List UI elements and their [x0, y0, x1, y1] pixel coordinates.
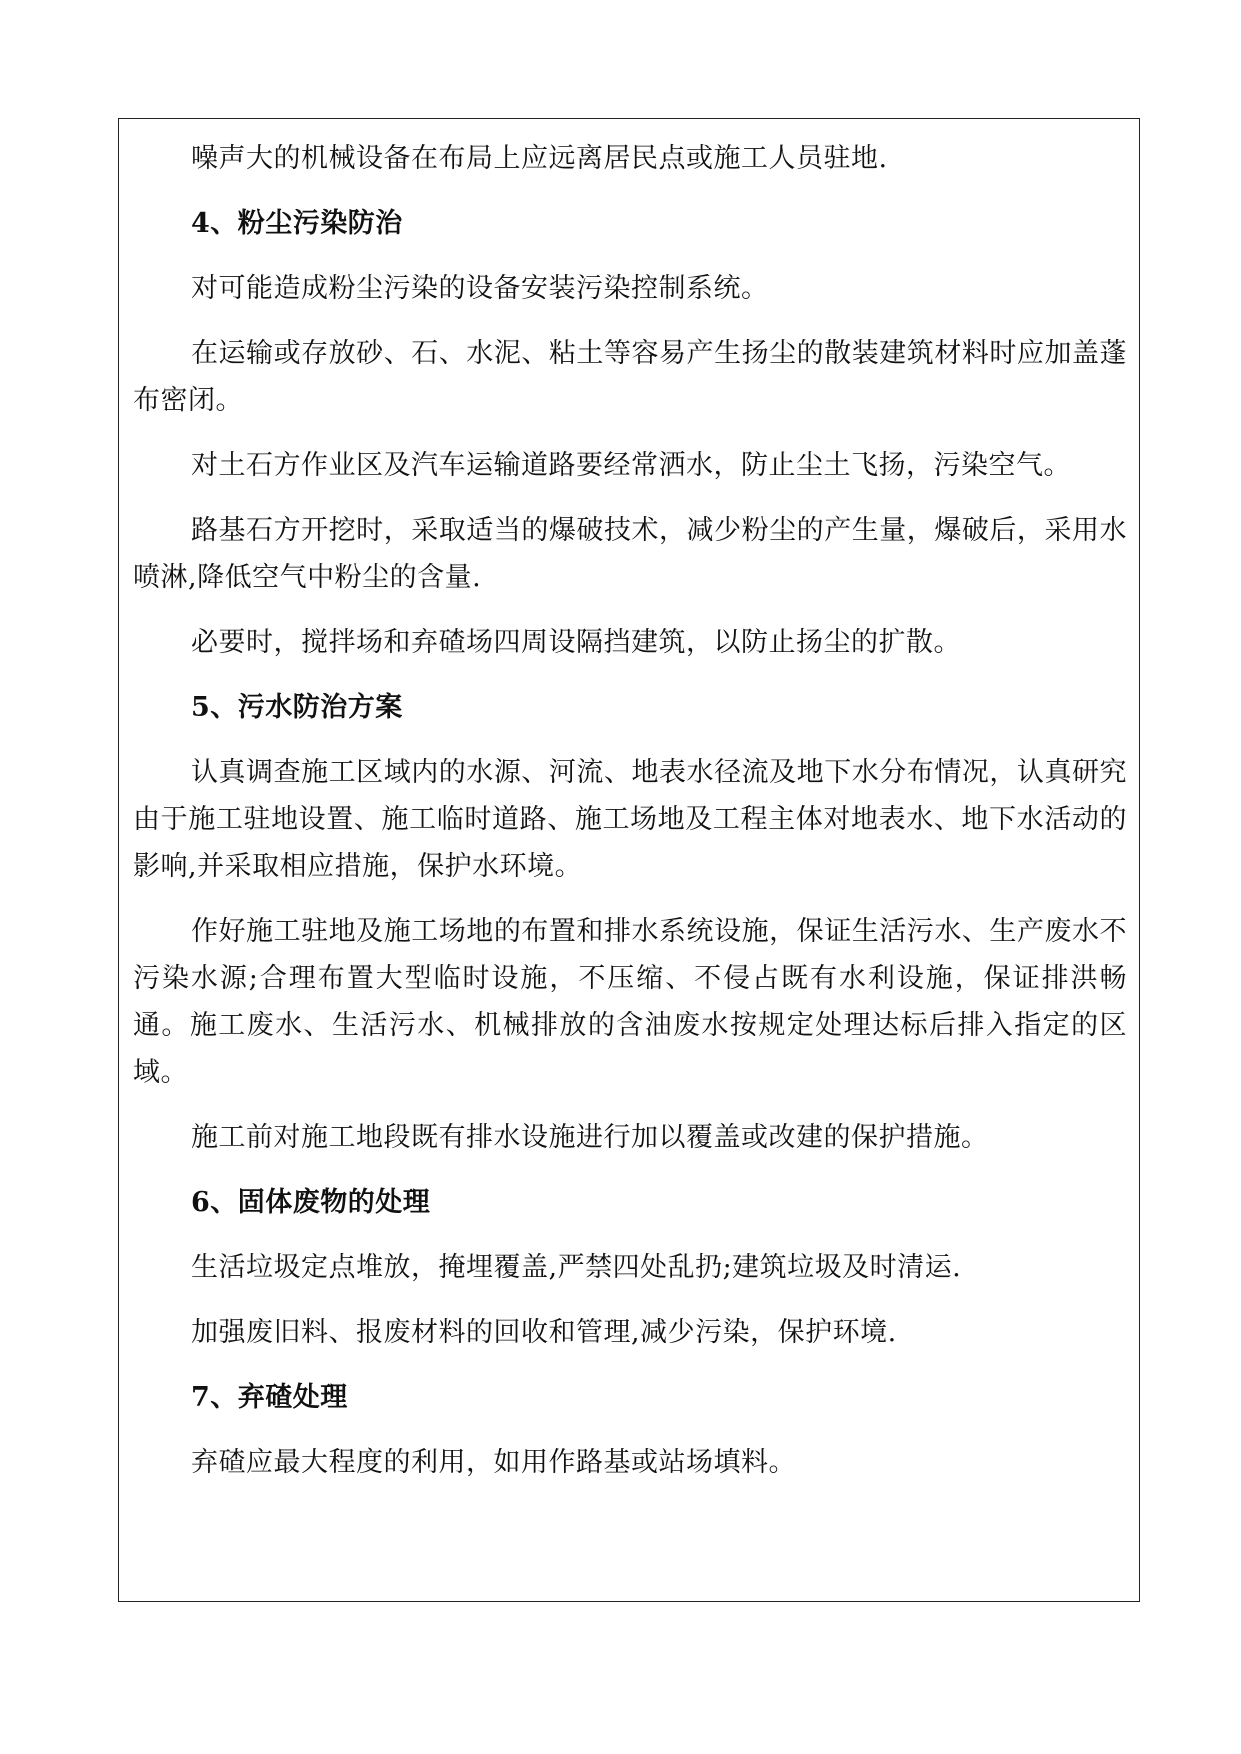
paragraph-material-cover: 在运输或存放砂、石、水泥、粘土等容易产生扬尘的散装建筑材料时应加盖蓬布密闭。 — [133, 338, 1127, 416]
document-frame — [118, 118, 1140, 1602]
heading-solid-waste: 6、固体废物的处理 — [191, 1187, 431, 1218]
paragraph-drainage-system: 作好施工驻地及施工场地的布置和排水系统设施，保证生活污水、生产废水不污染水源;合理布置大型临时设施，不压缩、不侵占既有水利设施，保证排洪畅通。施工废水、生活污水、机械排放的含油废水按规定处理达标后排入指定的区域。 — [133, 916, 1127, 1088]
heading-sewage-prevention: 5、污水防治方案 — [191, 692, 403, 723]
paragraph-water-survey: 认真调查施工区域内的水源、河流、地表水径流及地下水分布情况，认真研究由于施工驻地设置、施工临时道路、施工场地及工程主体对地表水、地下水活动的影响,并采取相应措施，保护水环境。 — [133, 757, 1127, 882]
paragraph-blasting: 路基石方开挖时，采取适当的爆破技术，减少粉尘的产生量，爆破后，采用水喷淋,降低空气中粉尘的含量. — [133, 515, 1127, 593]
heading-spoil-disposal: 7、弃碴处理 — [191, 1382, 348, 1413]
paragraph-water-spraying: 对土石方作业区及汽车运输道路要经常洒水，防止尘土飞扬，污染空气。 — [191, 450, 1071, 481]
paragraph-dust-control-system: 对可能造成粉尘污染的设备安装污染控制系统。 — [191, 273, 769, 304]
paragraph-barrier: 必要时，搅拌场和弃碴场四周设隔挡建筑，以防止扬尘的扩散。 — [191, 627, 961, 658]
paragraph-existing-drainage: 施工前对施工地段既有排水设施进行加以覆盖或改建的保护措施。 — [191, 1122, 989, 1153]
paragraph-spoil-reuse: 弃碴应最大程度的利用，如用作路基或站场填料。 — [191, 1447, 796, 1478]
paragraph-recycling: 加强废旧料、报废材料的回收和管理,减少污染，保护环境. — [191, 1317, 897, 1348]
heading-dust-pollution: 4、粉尘污染防治 — [191, 208, 403, 239]
paragraph-garbage: 生活垃圾定点堆放，掩埋覆盖,严禁四处乱扔;建筑垃圾及时清运. — [191, 1252, 962, 1283]
paragraph-noise-layout: 噪声大的机械设备在布局上应远离居民点或施工人员驻地. — [191, 143, 888, 174]
document-body — [133, 135, 1127, 1504]
